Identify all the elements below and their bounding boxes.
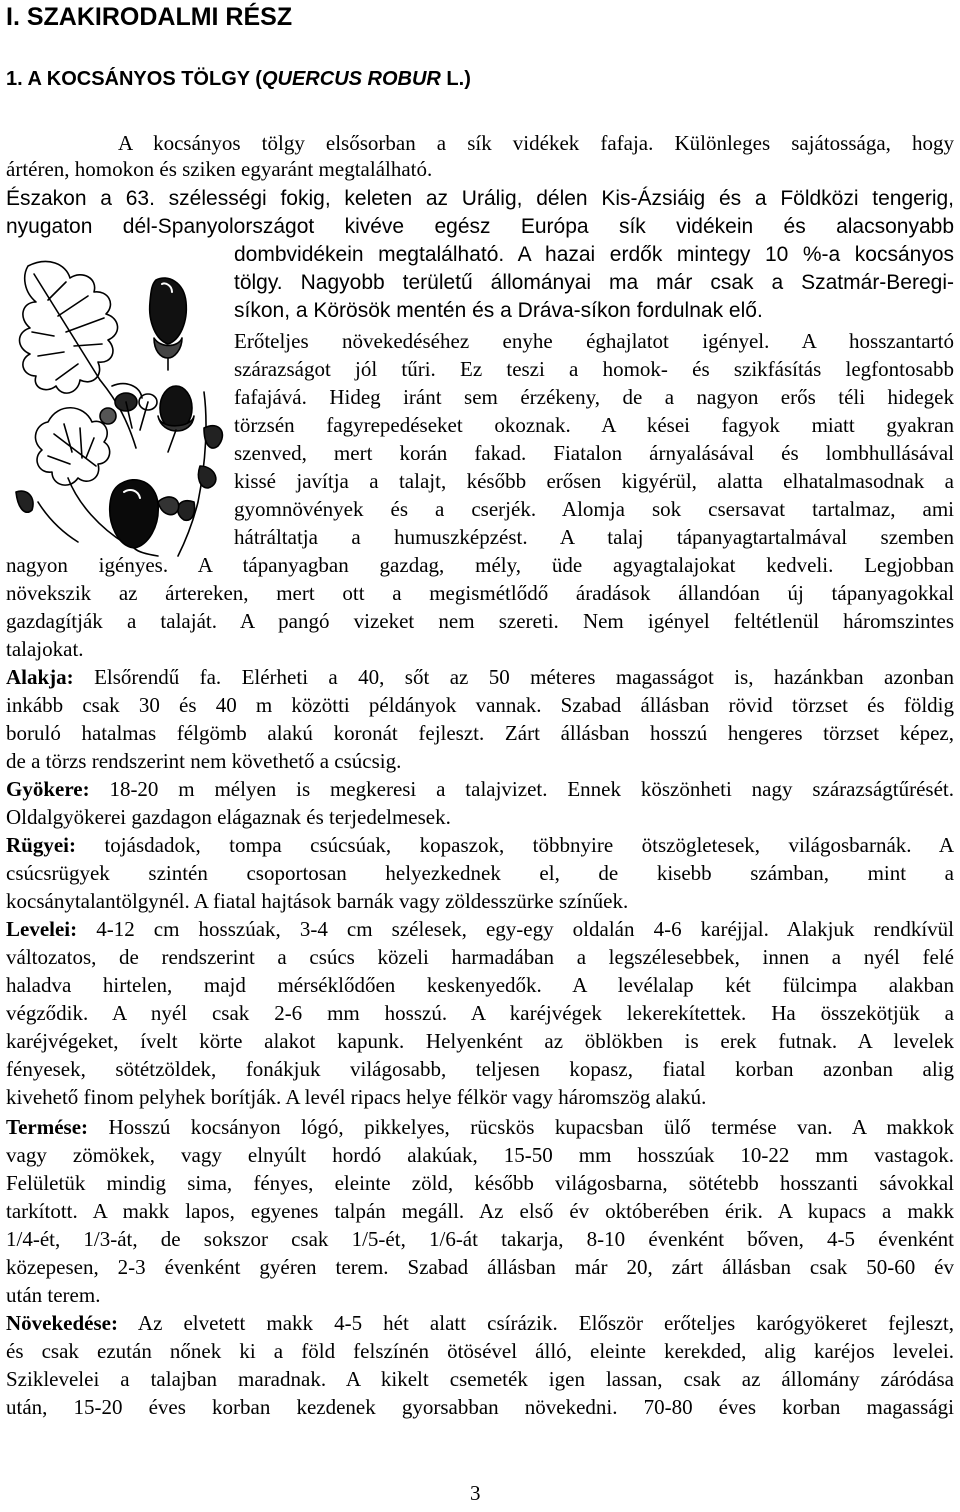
- paragraph-line: törzsén fagyrepedéseket okoznak. A kései fagyok miatt gyakran: [234, 413, 954, 437]
- acorn-in-cup-drawing: [158, 386, 194, 452]
- paragraph-line-novekedese: [6, 1310, 954, 1336]
- term-label-termese: Termése:: [6, 1115, 89, 1139]
- paragraph-line: kissé javítja a talajt, később erősen kigyérül, alatta elhatalmasodnak a: [234, 469, 954, 493]
- paragraph-line: dombvidékein megtalálható. A hazai erdők mintegy 10 %-a kocsányos: [234, 243, 954, 266]
- paragraph-line: inkább csak 30 és 40 m közötti példányok vannak. Szabad állásban rövid törzset és földig: [6, 693, 954, 717]
- paragraph-line: boruló hatalmas félgömb alakú koronát fejleszt. Zárt állásban hosszú hengeres törzset képez,: [6, 721, 954, 745]
- section-heading-latin: QUERCUS ROBUR: [261, 68, 441, 90]
- paragraph-line: szárazságot jól tűri. Ez teszi a homok- és szikfásítás legfontosabb: [234, 357, 954, 381]
- oak-leaf-acorn-illustration: [8, 252, 230, 558]
- paragraph-line-levelei: [6, 916, 954, 942]
- paragraph-line: Felületük mindig sima, fényes, eleinte zöld, később világosbarna, sötétebb hosszanti sávokkal: [6, 1171, 954, 1195]
- paragraph-line: végződik. A nyél csak 2-6 mm hosszú. A karéjvégek lekerekítettek. Ha összekötjük a: [6, 1001, 954, 1025]
- paragraph-line: síkon, a Körösök mentén és a Dráva-síkon fordulnak elő.: [234, 299, 763, 322]
- paragraph-line: közepesen, 2-3 évenként gyéren terem. Szabad állásban már 20, zárt állásban csak 50-60 év: [6, 1255, 954, 1279]
- term-text: 4-12 cm hosszúak, 3-4 cm szélesek, egy-egy oldalán 4-6 karéjjal. Alakjuk rendkívül: [77, 917, 954, 941]
- term-text: Hosszú kocsányon lógó, pikkelyes, rücskös kupacsban ülő termése van. A makkok: [88, 1115, 954, 1139]
- term-label-novekedese: Növekedése:: [6, 1311, 118, 1335]
- term-text: 18-20 m mélyen is megkeresi a talajvizet. Ennek köszönheti nagy szárazságtűrését.: [89, 777, 954, 801]
- oak-leaf-drawing: [20, 262, 118, 394]
- paragraph-line: tölgy. Nagyobb területű állományai ma már csak a Szatmár-Beregi-: [234, 271, 954, 294]
- section-heading: [6, 66, 471, 92]
- term-text: Az elvetett makk 4-5 hét alatt csírázik. Először erőteljes karógyökeret fejleszt,: [117, 1311, 954, 1335]
- paragraph-line-gyokere: [6, 776, 954, 802]
- paragraph-line: kocsánytalantölgynél. A fiatal hajtások barnák vagy zöldesszürke színűek.: [6, 889, 629, 913]
- paragraph-line: karéjvégeket, ívelt körte alakot kapunk. Helyenként az öblökben is erek futnak. A levelek: [6, 1029, 954, 1053]
- paragraph-line-alakja: [6, 664, 954, 690]
- paragraph-line: hátráltatja a humuszképzést. A talaj tápanyagtartalmával szemben: [234, 525, 954, 549]
- paragraph-line: de a törzs rendszerint nem követhető a csúcsig.: [6, 749, 402, 773]
- paragraph-line: talajokat.: [6, 637, 84, 661]
- paragraph-line: ártéren, homokon és sziken egyaránt megtalálható.: [6, 157, 433, 181]
- paragraph-line: fafajává. Hideg iránt sem érzékeny, de a nagyon erős téli hidegek: [234, 385, 954, 409]
- paragraph-line: gyomnövények és a cserjék. Alomja sok csersavat tartalmaz, ami: [234, 497, 954, 521]
- section-heading-suffix: L.): [440, 68, 471, 90]
- chapter-title: I. SZAKIRODALMI RÉSZ: [6, 3, 293, 31]
- term-label-rugyei: Rügyei:: [6, 833, 76, 857]
- page-number: 3: [470, 1481, 481, 1505]
- paragraph-line: Oldalgyökerei gazdagon elágaznak és terjedelmesek.: [6, 805, 451, 829]
- paragraph-line: kivehető finom pelyhek borítják. A levél ripacs helye félkör vagy háromszög alakú.: [6, 1085, 707, 1109]
- paragraph-line: nyugaton dél-Spanyolországot kivéve egész Európa sík vidékein és alacsonyabb: [6, 215, 954, 238]
- paragraph-line: után terem.: [6, 1283, 101, 1307]
- paragraph-line: tarkított. A makk lapos, egyenes talpán megáll. Az első év októberében érik. A kupacs a makk: [6, 1199, 954, 1223]
- paragraph-line: A kocsányos tölgy elsősorban a sík vidékek fafaja. Különleges sajátossága, hogy: [118, 131, 954, 155]
- paragraph-line: növekszik az ártereken, mert ott a megismétlődő áradások állandóan új tápanyagokkal: [6, 581, 954, 605]
- term-label-alakja: Alakja:: [6, 665, 74, 689]
- paragraph-line: csúcsrügyek szintén csoportosan helyezkednek el, de kisebb számban, mint a: [6, 861, 954, 885]
- paragraph-line: nagyon igényes. A tápanyagban gazdag, mély, üde agyagtalajokat kedveli. Legjobban: [6, 553, 954, 577]
- paragraph-line: és csak ezután nőnek ki a föld felszínén ötösével álló, eleinte kerekded, alig karéjos levelei.: [6, 1339, 954, 1363]
- paragraph-line: után, 15-20 éves korban kezdenek gyorsabban növekedni. 70-80 éves korban magassági: [6, 1395, 954, 1419]
- term-text: tojásdadok, tompa csúcsúak, kopaszok, többnyire ötszögletesek, világosbarnák. A: [76, 833, 954, 857]
- paragraph-line: szenved, mert korán fakad. Fiatalon árnyalásával és lombhullásával: [234, 441, 954, 465]
- term-label-levelei: Levelei:: [6, 917, 78, 941]
- paragraph-line: Északon a 63. szélességi fokig, keleten az Urálig, délen Kis-Ázsiáig és a Földközi tengerig,: [6, 187, 954, 210]
- paragraph-line: fényesek, sötétzöldek, fonákjuk világosabb, teljesen kopasz, fiatal korban azonban alig: [6, 1057, 954, 1081]
- term-label-gyokere: Gyökere:: [6, 777, 90, 801]
- paragraph-line: haladva hirtelen, majd mérséklődően keskenyedők. A levélalap két fülcimpa alakban: [6, 973, 954, 997]
- term-text: Elsőrendű fa. Elérheti a 40, sőt az 50 méteres magasságot is, hazánkban azonban: [73, 665, 954, 689]
- section-heading-number: 1. A KOCSÁNYOS TÖLGY (: [6, 68, 262, 90]
- paragraph-line-rugyei: [6, 832, 954, 858]
- large-acorn-drawing: [110, 480, 179, 548]
- paragraph-line: 1/4-ét, 1/3-át, de sokszor csak 1/5-ét, 1/6-át takarja, 8-10 évenként bőven, 4-5 évenként: [6, 1227, 954, 1251]
- paragraph-line: változatos, de rendszerint a csúcs közeli harmadában a legszélesebbek, innen a nyél felé: [6, 945, 954, 969]
- acorn-drawing: [150, 278, 187, 370]
- paragraph-line: Erőteljes növekedéséhez enyhe éghajlatot igényel. A hosszantartó: [234, 329, 954, 353]
- paragraph-line: gazdagítják a talaját. A pangó vizeket nem szereti. Nem igényel feltétlenül háromszintes: [6, 609, 954, 633]
- paragraph-line-termese: [6, 1114, 954, 1140]
- paragraph-line: vagy zömökek, vagy elnyúlt hordó alakúak, 15-50 mm hosszúak 10-22 mm vastagok.: [6, 1143, 954, 1167]
- paragraph-line: Sziklevelei a talajban maradnak. A kikelt csemeték igen lassan, csak az állomány záródása: [6, 1367, 954, 1391]
